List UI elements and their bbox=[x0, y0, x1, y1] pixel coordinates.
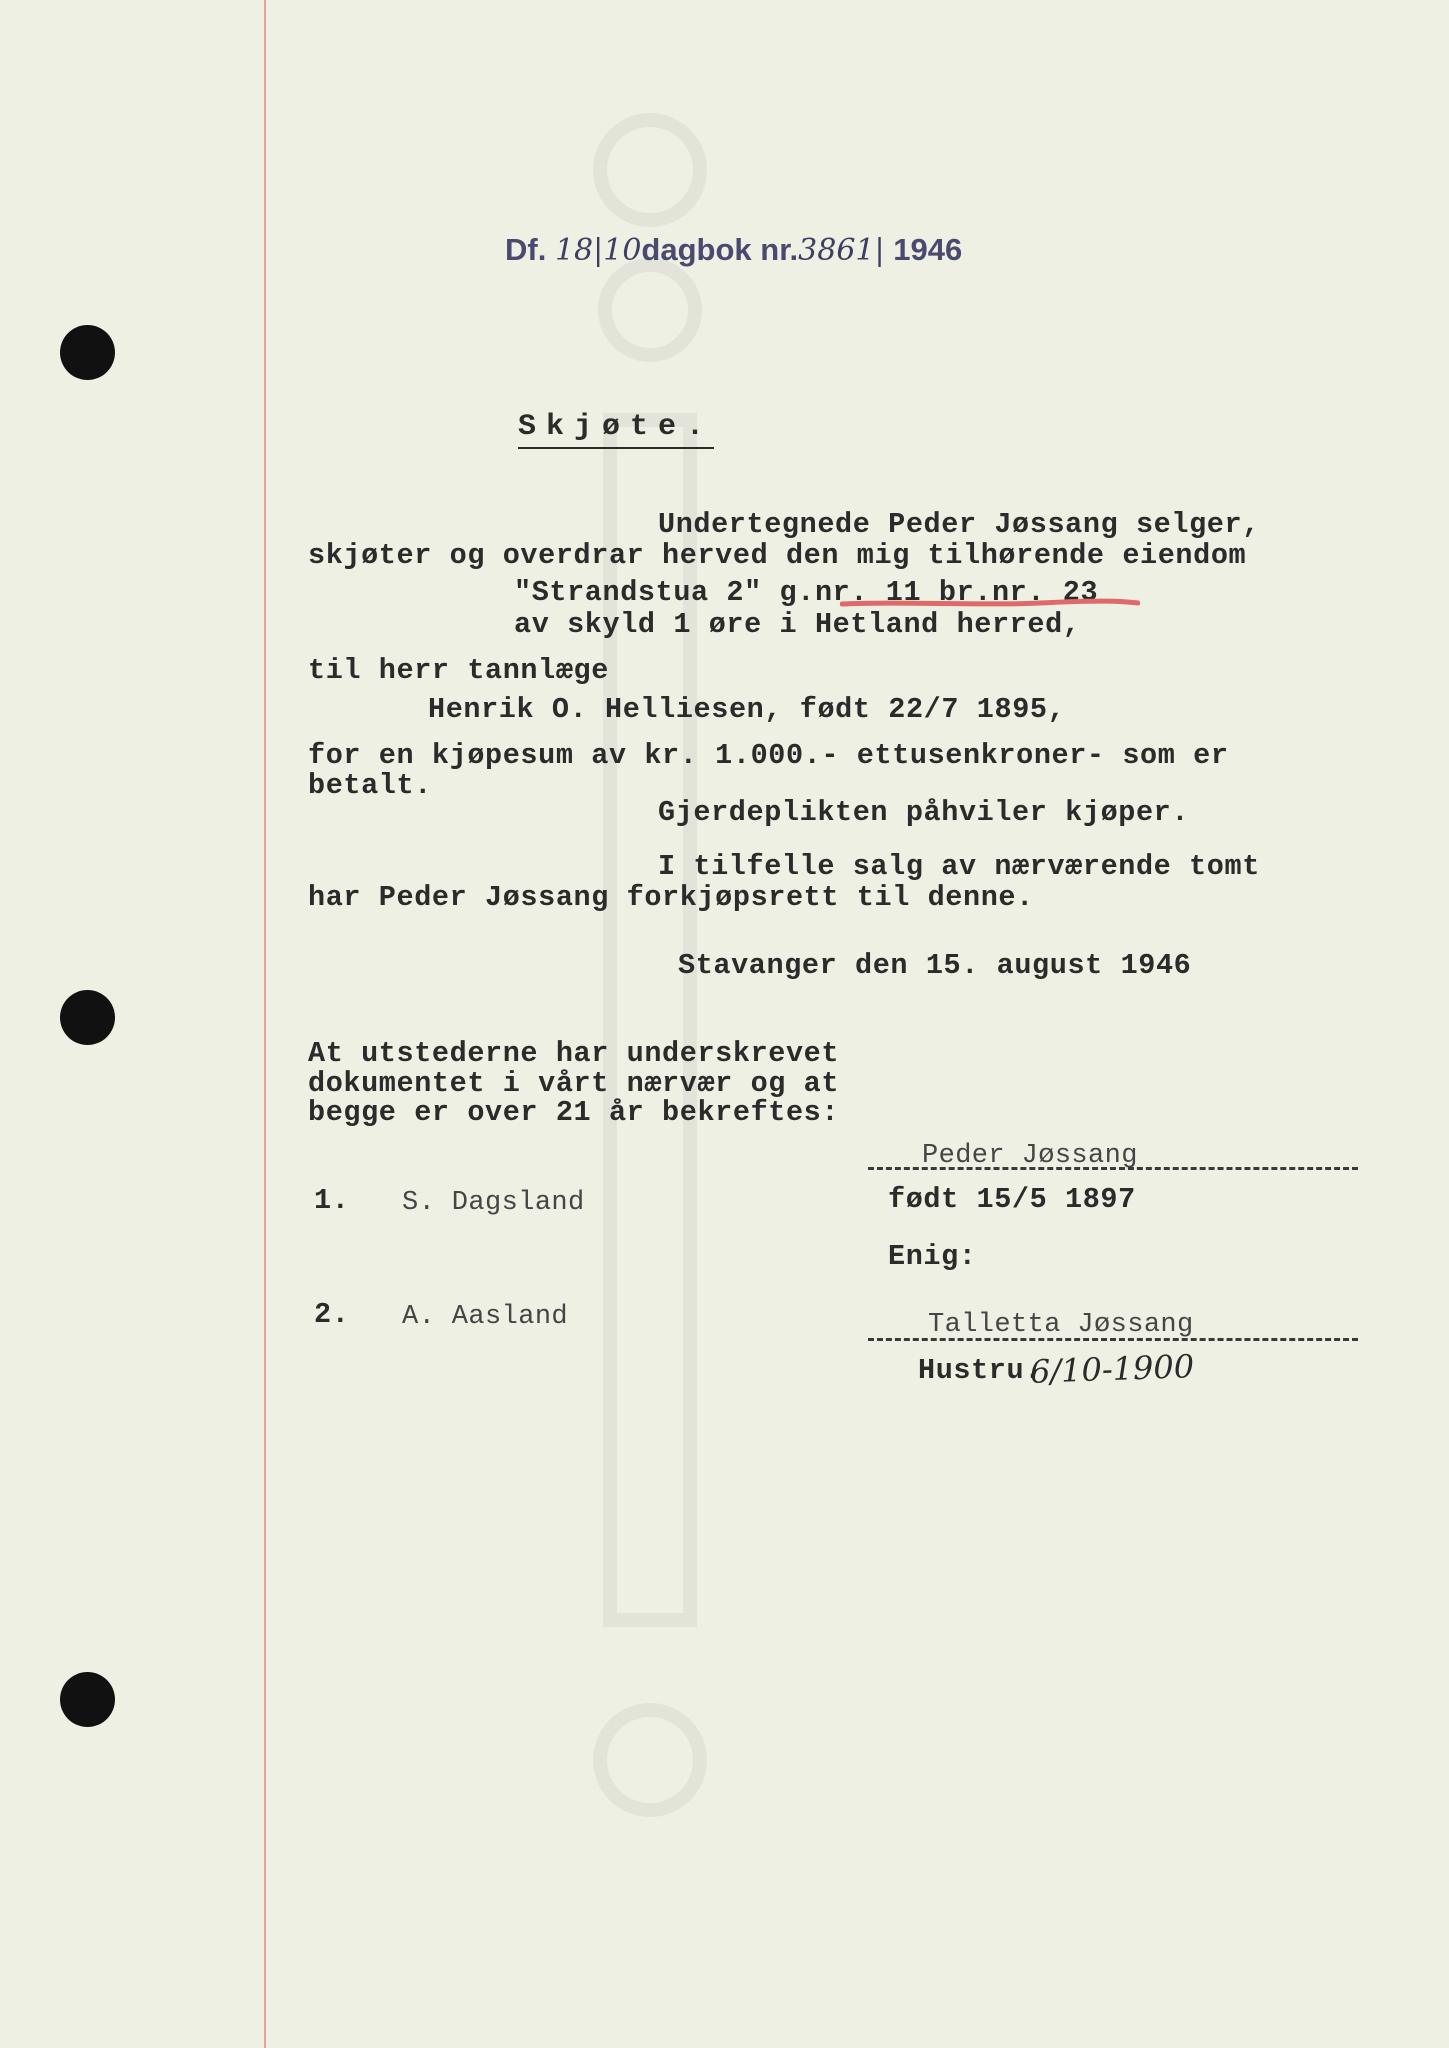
witness-signature: A. Aasland bbox=[402, 1302, 569, 1332]
body-line: Undertegnede Peder Jøssang selger, bbox=[658, 508, 1260, 541]
witness-number: 2. bbox=[314, 1298, 350, 1331]
property-line: "Strandstua 2" g.nr. 11 br.nr. 23 bbox=[514, 576, 1099, 609]
spouse-label: Hustru. bbox=[918, 1354, 1042, 1387]
body-line: betalt. bbox=[308, 769, 432, 802]
punch-hole-middle bbox=[60, 990, 115, 1045]
punch-hole-top bbox=[60, 325, 115, 380]
buyer-line: Henrik O. Helliesen, født 22/7 1895, bbox=[428, 693, 1066, 726]
witness-number: 1. bbox=[314, 1184, 350, 1217]
signature-line bbox=[868, 1338, 1358, 1341]
punch-hole-bottom bbox=[60, 1672, 115, 1727]
signature-line bbox=[868, 1167, 1358, 1170]
stamp-prefix: Df. bbox=[505, 232, 547, 267]
body-line: til herr tannlæge bbox=[308, 654, 609, 687]
paper-watermark bbox=[590, 60, 710, 1960]
document-title: Skjøte. bbox=[518, 410, 714, 449]
stamp-label: dagbok nr. bbox=[641, 232, 799, 267]
body-line: har Peder Jøssang forkjøpsrett til denne. bbox=[308, 881, 1034, 914]
witness-statement: At utstederne har underskrevet bbox=[308, 1037, 840, 1070]
place-date-line: Stavanger den 15. august 1946 bbox=[678, 949, 1192, 982]
seller-born: født 15/5 1897 bbox=[888, 1183, 1136, 1216]
witness-statement: dokumentet i vårt nærvær og at bbox=[308, 1067, 840, 1100]
body-line: for en kjøpesum av kr. 1.000.- ettusenkroner- som er bbox=[308, 739, 1229, 772]
seller-signature: Peder Jøssang bbox=[922, 1141, 1138, 1171]
stamp-handwritten-date: 18|10 bbox=[554, 233, 642, 268]
stamp-handwritten-number: 3861 bbox=[798, 233, 875, 268]
journal-stamp: Df. 18|10dagbok nr.3861| 1946 bbox=[505, 232, 963, 268]
body-line: skjøter og overdrar herved den mig tilhørende eiendom bbox=[308, 539, 1247, 572]
margin-line bbox=[264, 0, 266, 2048]
body-line: I tilfelle salg av nærværende tomt bbox=[658, 850, 1260, 883]
body-line: Gjerdeplikten påhviler kjøper. bbox=[658, 796, 1190, 829]
spouse-signature: Talletta Jøssang bbox=[928, 1310, 1194, 1340]
spouse-born-handwritten: 6/10-1900 bbox=[1029, 1347, 1195, 1391]
stamp-year: 1946 bbox=[893, 232, 963, 267]
witness-statement: begge er over 21 år bekreftes: bbox=[308, 1096, 840, 1129]
witness-signature: S. Dagsland bbox=[402, 1188, 585, 1218]
body-line: av skyld 1 øre i Hetland herred, bbox=[514, 608, 1081, 641]
consent-label: Enig: bbox=[888, 1240, 977, 1273]
